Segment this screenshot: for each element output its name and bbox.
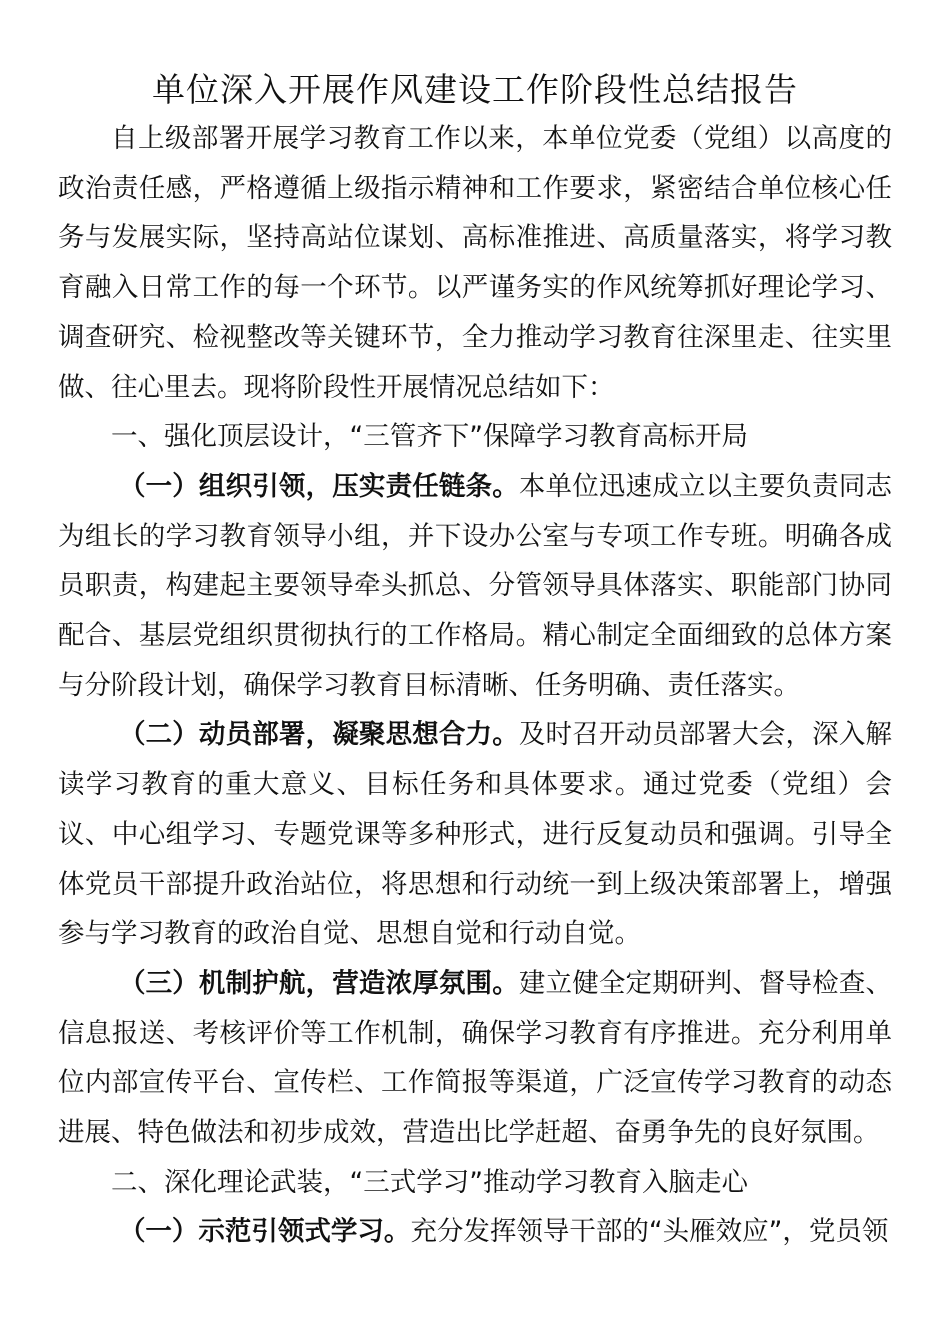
section-1-item-2 [58,710,892,959]
section-1-item-2-lead: （二）动员部署，凝聚思想合力。 [118,719,519,751]
section-1-item-3 [58,959,892,1158]
section-1-item-2-text: 及时召开动员部署大会，深入解读学习教育的重大意义、目标任务和具体要求。通过党委（党组）会议、中心组学习、专题党课等多种形式，进行反复动员和强调。引导全体党员干部提升政治站位，将思想和行动统一到上级决策部署上，增强参与学习教育的政治自觉、思想自觉和行动自觉。 [58,719,893,950]
section-2-item-1-text: 充分发挥领导干部的“头雁效应”，党员领 [410,1216,889,1248]
document-title: 单位深入开展作风建设工作阶段性总结报告 [152,70,798,109]
section-2-item-1-lead: （一）示范引领式学习。 [118,1216,411,1248]
section-1-item-3-lead: （三）机制护航，营造浓厚氛围。 [118,967,519,999]
section-1-item-1-text: 本单位迅速成立以主要负责同志为组长的学习教育领导小组，并下设办公室与专项工作专班。明确各成员职责，构建起主要领导牵头抓总、分管领导具体落实、职能部门协同配合、基层党组织贯彻执行的工作格局。精心制定全面细致的总体方案与分阶段计划，确保学习教育目标清晰、任务明确、责任落实。 [58,470,893,701]
intro-paragraph: 自上级部署开展学习教育工作以来，本单位党委（党组）以高度的政治责任感，严格遵循上级指示精神和工作要求，紧密结合单位核心任务与发展实际，坚持高站位谋划、高标准推进、高质量落实，将学习教育融入日常工作的每一个环节。以严谨务实的作风统筹抓好理论学习、调查研究、检视整改等关键环节，全力推动学习教育往深里走、往实里做、往心里去。现将阶段性开展情况总结如下： [58,123,892,403]
section-1-item-3-text: 建立健全定期研判、督导检查、信息报送、考核评价等工作机制，确保学习教育有序推进。充分利用单位内部宣传平台、宣传栏、工作简报等渠道，广泛宣传学习教育的动态进展、特色做法和初步成效，营造出比学赶超、奋勇争先的良好氛围。 [58,967,893,1149]
section-2-heading: 二、深化理论武装，“三式学习”推动学习教育入脑走心 [111,1166,748,1198]
section-1-item-1 [58,462,892,711]
section-2-item-1 [58,1207,892,1257]
section-1-item-1-lead: （一）组织引领，压实责任链条。 [118,470,519,502]
section-1-heading: 一、强化顶层设计，“三管齐下”保障学习教育高标开局 [111,421,748,453]
document-body [58,114,892,1257]
